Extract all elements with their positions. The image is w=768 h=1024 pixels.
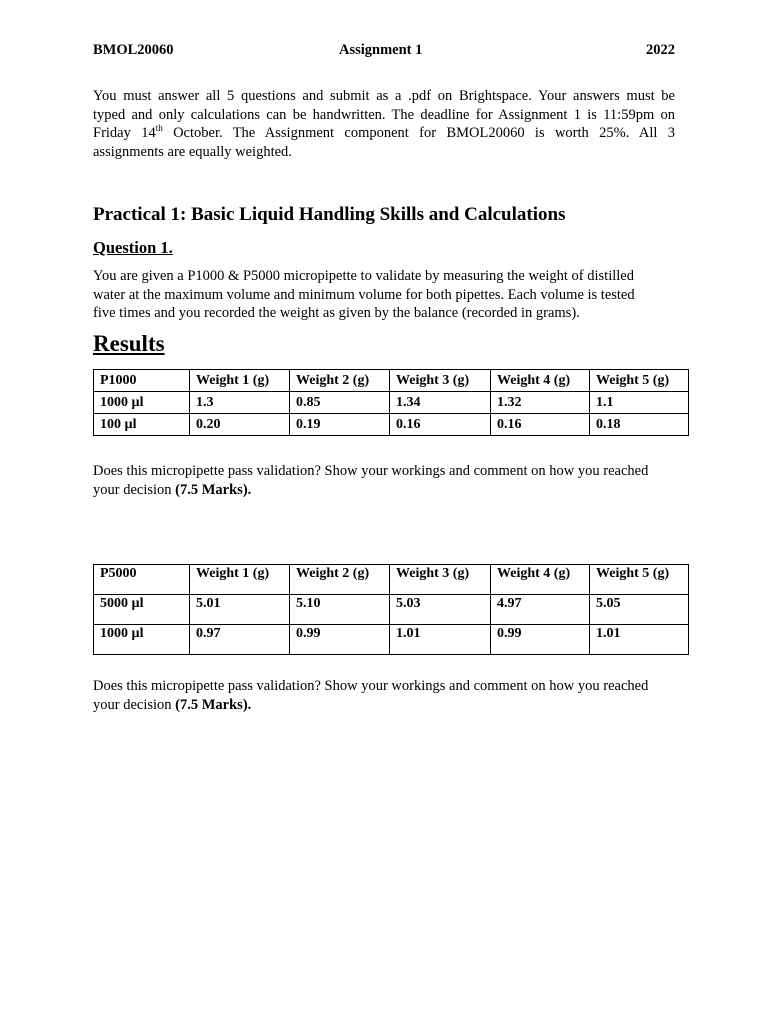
- table-row: [94, 625, 689, 655]
- table-cell: 0.18: [590, 414, 689, 436]
- table-header-cell: Weight 1 (g): [190, 370, 290, 392]
- table-cell: 1.01: [590, 625, 689, 655]
- question-text: [93, 267, 675, 323]
- prompt-text: your decision: [93, 696, 176, 713]
- table-row: [94, 392, 689, 414]
- table-cell: 1000 µl: [94, 392, 190, 414]
- table-cell: 0.16: [491, 414, 590, 436]
- table-header-cell: Weight 5 (g): [590, 565, 689, 595]
- intro-line: assignments are equally weighted.: [93, 143, 292, 160]
- prompt-line: [93, 696, 693, 715]
- prompt-line: Does this micropipette pass validation? Show your workings and comment on how you reached: [93, 678, 649, 694]
- ordinal-suffix: th: [155, 123, 163, 133]
- table-cell: 1.1: [590, 392, 689, 414]
- table-cell: 5.10: [290, 595, 390, 625]
- assignment-label: Assignment 1: [339, 42, 423, 58]
- table-cell: 1000 µl: [94, 625, 190, 655]
- page-header: [93, 42, 675, 62]
- p1000-results-table: [93, 369, 689, 436]
- table-header-cell: P5000: [94, 565, 190, 595]
- table-cell: 0.19: [290, 414, 390, 436]
- validation-prompt: [93, 677, 693, 714]
- table-row: [94, 595, 689, 625]
- marks-label: (7.5 Marks).: [175, 481, 252, 498]
- table-cell: 0.99: [491, 625, 590, 655]
- table-cell: 4.97: [491, 595, 590, 625]
- table-header-cell: Weight 2 (g): [290, 370, 390, 392]
- year-label: 2022: [646, 42, 675, 58]
- course-code: BMOL20060: [93, 42, 174, 58]
- table-cell: 1.3: [190, 392, 290, 414]
- table-cell: 0.99: [290, 625, 390, 655]
- table-header-cell: Weight 1 (g): [190, 565, 290, 595]
- question-line: five times and you recorded the weight as given by the balance (recorded in grams).: [93, 305, 580, 321]
- table-cell: 1.32: [491, 392, 590, 414]
- table-cell: 1.34: [390, 392, 491, 414]
- question-title: Question 1.: [93, 238, 173, 257]
- results-title: Results: [93, 331, 165, 356]
- table-header-cell: Weight 2 (g): [290, 565, 390, 595]
- table-cell: 1.01: [390, 625, 491, 655]
- intro-text: Friday 14: [93, 125, 156, 141]
- table-header-cell: Weight 3 (g): [390, 370, 491, 392]
- table-header-cell: Weight 4 (g): [491, 370, 590, 392]
- table-cell: 5.01: [190, 595, 290, 625]
- table-cell: 100 µl: [94, 414, 190, 436]
- prompt-line: [93, 481, 693, 500]
- table-cell: 5.05: [590, 595, 689, 625]
- marks-label: (7.5 Marks).: [175, 696, 252, 713]
- table-cell: 0.20: [190, 414, 290, 436]
- table-header-row: [94, 565, 689, 595]
- prompt-line: Does this micropipette pass validation? Show your workings and comment on how you reached: [93, 463, 649, 479]
- intro-paragraph: [93, 87, 675, 161]
- table-cell: 5.03: [390, 595, 491, 625]
- table-cell: 0.97: [190, 625, 290, 655]
- intro-text: October. The Assignment component for BMOL20060 is worth 25%. All 3: [162, 125, 676, 141]
- table-cell: 5000 µl: [94, 595, 190, 625]
- table-header-cell: Weight 3 (g): [390, 565, 491, 595]
- intro-line: You must answer all 5 questions and submit as a .pdf on Brightspace. Your answers must be: [93, 88, 675, 104]
- table-row: [94, 414, 689, 436]
- table-cell: 0.85: [290, 392, 390, 414]
- prompt-text: your decision: [93, 481, 176, 498]
- intro-line: [93, 124, 675, 143]
- validation-prompt: [93, 462, 693, 499]
- table-header-cell: Weight 5 (g): [590, 370, 689, 392]
- table-header-cell: P1000: [94, 370, 190, 392]
- table-header-cell: Weight 4 (g): [491, 565, 590, 595]
- p5000-results-table: [93, 564, 689, 655]
- practical-title: Practical 1: Basic Liquid Handling Skills and Calculations: [93, 204, 566, 225]
- intro-line: typed and only calculations can be handwritten. The deadline for Assignment 1 is 11:59pm on: [93, 106, 675, 123]
- question-line: water at the maximum volume and minimum volume for both pipettes. Each volume is tested: [93, 286, 635, 303]
- question-line: You are given a P1000 & P5000 micropipette to validate by measuring the weight of distilled: [93, 268, 634, 284]
- table-cell: 0.16: [390, 414, 491, 436]
- table-header-row: [94, 370, 689, 392]
